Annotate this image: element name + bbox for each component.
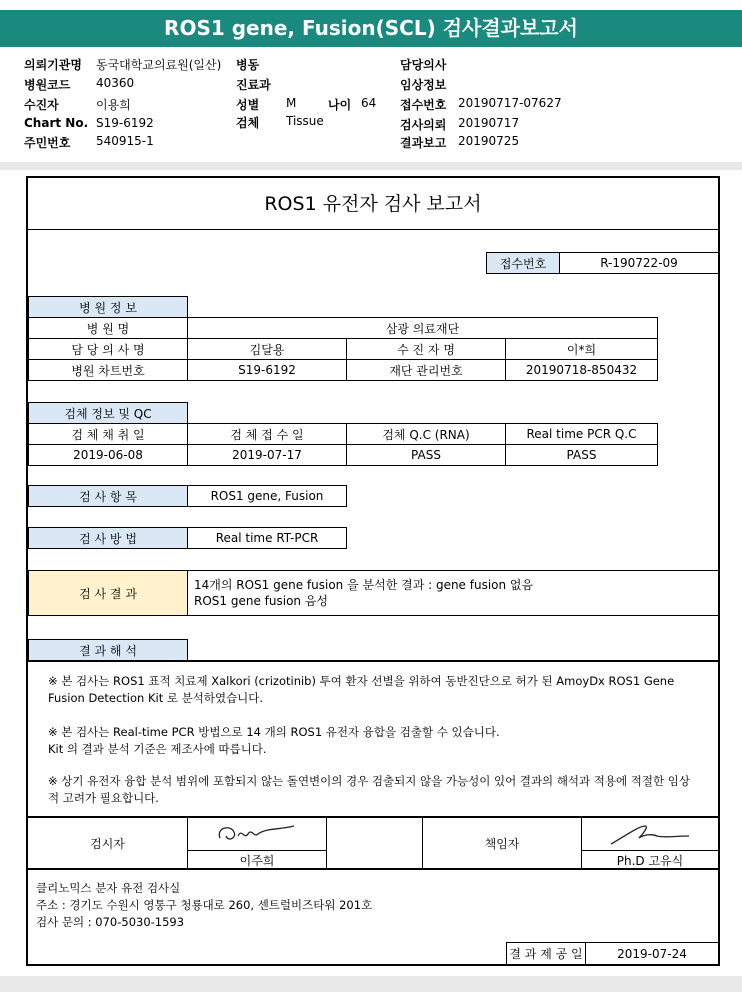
info-label-institution: 의뢰기관명 <box>24 58 82 72</box>
section-separator <box>0 162 742 170</box>
info-label-clinical-info: 임상정보 <box>400 78 447 92</box>
tester-name: 이주희 <box>187 850 327 869</box>
interpretation-p3-line2: 적 고려가 필요합니다. <box>48 791 159 805</box>
page-bottom-bar <box>0 976 742 992</box>
specimen-value-receipt: 2019-07-17 <box>187 444 347 466</box>
interpretation-p1-line1: ※ 본 검사는 ROS1 표적 치료제 Xalkori (crizotinib) 투여 환자 선별을 위하여 동반진단으로 허가 된 AmoyDx ROS1 Gene <box>48 674 675 688</box>
report-document <box>26 176 720 966</box>
info-label-request-date: 검사의뢰 <box>400 118 447 132</box>
info-label-receipt-no: 접수번호 <box>400 98 447 112</box>
test-result-line-1: 14개의 ROS1 gene fusion 을 분석한 결과 : gene fusion 없음 <box>194 578 534 592</box>
hospital-chart-value: S19-6192 <box>187 359 347 381</box>
info-label-doctor: 담당의사 <box>400 58 447 72</box>
info-value-age: 64 <box>361 96 377 110</box>
specimen-header-collection: 검 체 채 취 일 <box>28 423 188 445</box>
info-value-report-date: 20190725 <box>458 134 520 148</box>
hospital-name-value: 삼광 의료재단 <box>187 317 658 339</box>
specimen-value-collection: 2019-06-08 <box>28 444 188 466</box>
info-value-request-date: 20190717 <box>458 116 520 130</box>
patient-info-block <box>0 52 742 156</box>
manager-signature <box>605 820 695 848</box>
manager-label: 책임자 <box>422 817 582 869</box>
interpretation-p3-line1: ※ 상기 유전자 융합 분석 범위에 포함되지 않는 돌연변이의 경우 검출되지 않을 가능성이 있어 결과의 해석과 적용에 적절한 임상 <box>48 774 690 788</box>
test-result-box <box>187 570 718 616</box>
test-item-value: ROS1 gene, Fusion <box>187 485 347 507</box>
test-method-value: Real time RT-PCR <box>187 527 347 549</box>
lab-address: 주소 : 경기도 수원시 영통구 청룡대로 260, 센트럴비즈타워 201호 <box>36 898 373 912</box>
test-result-label: 검 사 결 과 <box>28 570 188 616</box>
patient-name-value: 이*희 <box>505 338 658 360</box>
signature-blank-cell <box>326 817 423 869</box>
specimen-header-receipt: 검 체 접 수 일 <box>187 423 347 445</box>
specimen-info-section: 검체 정보 및 QC <box>28 402 188 424</box>
specimen-header-qc-pcr: Real time PCR Q.C <box>505 423 658 445</box>
info-label-resident-no: 주민번호 <box>24 136 71 150</box>
test-result-line-2: ROS1 gene fusion 음성 <box>194 594 329 608</box>
doctor-name-label: 담 당 의 사 명 <box>28 338 188 360</box>
info-label-sex: 성별 <box>236 98 260 112</box>
receipt-number-value: R-190722-09 <box>559 252 719 274</box>
doctor-name-value: 김달용 <box>187 338 347 360</box>
specimen-value-qc-rna: PASS <box>346 444 506 466</box>
specimen-value-qc-pcr: PASS <box>505 444 658 466</box>
foundation-number-label: 재단 관리번호 <box>346 359 506 381</box>
result-provided-date: 2019-07-24 <box>585 942 718 964</box>
test-item-label: 검 사 항 목 <box>28 485 188 507</box>
test-method-label: 검 사 방 법 <box>28 527 188 549</box>
info-label-report-date: 결과보고 <box>400 136 447 150</box>
patient-name-label: 수 진 자 명 <box>346 338 506 360</box>
hospital-chart-label: 병원 차트번호 <box>28 359 188 381</box>
interpretation-p1-line2: Fusion Detection Kit 로 분석하였습니다. <box>48 691 264 705</box>
lab-name: 클리노믹스 분자 유전 검사실 <box>36 881 181 895</box>
info-value-receipt-no: 20190717-07627 <box>458 96 562 110</box>
info-value-sex: M <box>286 96 297 110</box>
report-header-title: ROS1 gene, Fusion(SCL) 검사결과보고서 <box>0 10 742 47</box>
info-value-specimen: Tissue <box>286 114 324 128</box>
tester-label: 검시자 <box>28 817 188 869</box>
info-label-ward: 병동 <box>236 58 260 72</box>
info-label-chart-no: Chart No. <box>24 116 89 130</box>
interpretation-rule <box>28 660 718 662</box>
info-value-resident-no: 540915-1 <box>96 134 154 148</box>
lab-contact: 검사 문의 : 070-5030-1593 <box>36 915 185 929</box>
interpretation-p2-line2: Kit 의 결과 분석 기준은 제조사에 따릅니다. <box>48 742 267 756</box>
info-label-department: 진료과 <box>236 78 271 92</box>
info-value-hospital-code: 40360 <box>96 76 135 90</box>
manager-signature-box <box>581 817 718 851</box>
hospital-name-label: 병 원 명 <box>28 317 188 339</box>
signature-bottom-rule <box>28 868 718 870</box>
info-label-specimen: 검체 <box>236 116 260 130</box>
manager-name: Ph.D 고유식 <box>581 850 718 869</box>
info-label-age: 나이 <box>328 98 352 112</box>
tester-signature <box>212 820 302 848</box>
hospital-info-section: 병 원 정 보 <box>28 296 188 318</box>
specimen-header-qc-rna: 검체 Q.C (RNA) <box>346 423 506 445</box>
info-value-patient: 이용희 <box>96 98 131 112</box>
foundation-number-value: 20190718-850432 <box>505 359 658 381</box>
report-title: ROS1 유전자 검사 보고서 <box>28 178 718 230</box>
info-label-patient: 수진자 <box>24 98 59 112</box>
result-provided-label: 결 과 제 공 일 <box>506 942 586 964</box>
info-label-hospital-code: 병원코드 <box>24 78 71 92</box>
interpretation-p2-line1: ※ 본 검사는 Real-time PCR 방법으로 14 개의 ROS1 유전자 융합을 검출할 수 있습니다. <box>48 725 500 739</box>
info-value-institution: 동국대학교의료원(일산) <box>96 58 222 72</box>
info-value-chart-no: S19-6192 <box>96 116 154 130</box>
tester-signature-box <box>187 817 327 851</box>
receipt-number-label: 접수번호 <box>486 252 560 274</box>
interpretation-label: 결 과 해 석 <box>28 639 188 661</box>
